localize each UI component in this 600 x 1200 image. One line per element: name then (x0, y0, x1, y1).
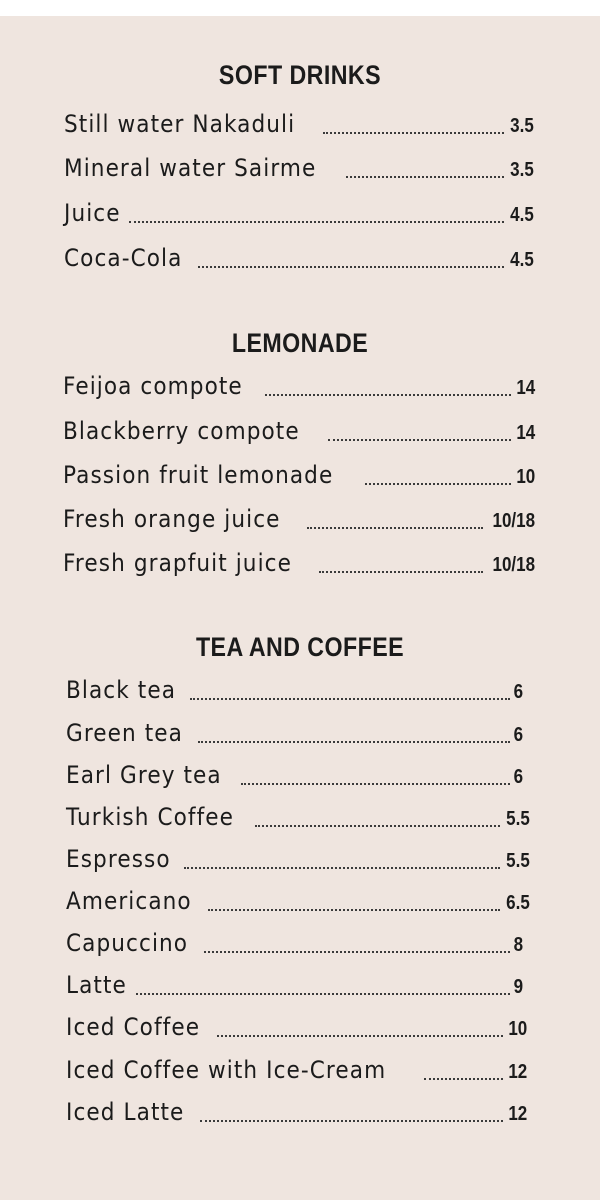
item-price: 3.5 (510, 115, 534, 137)
item-price: 4.5 (510, 204, 534, 226)
leader-dots (328, 437, 511, 441)
menu-item (64, 110, 534, 138)
menu-item (66, 719, 523, 747)
menu-item (63, 461, 535, 489)
leader-dots (217, 1033, 503, 1037)
item-name: Black tea (66, 676, 177, 704)
item-name: Iced Coffee (66, 1013, 201, 1041)
item-name: Still water Nakaduli (64, 110, 296, 138)
leader-dots (129, 219, 504, 223)
item-name: Iced Latte (66, 1098, 185, 1126)
leader-dots (365, 481, 510, 485)
item-price: 6.5 (506, 892, 530, 914)
item-price: 3.5 (510, 159, 534, 181)
menu-item (63, 372, 535, 400)
leader-dots (184, 865, 500, 869)
leader-dots (265, 392, 511, 396)
item-price: 8 (513, 934, 523, 956)
menu-item (64, 154, 534, 182)
item-price: 4.5 (510, 249, 534, 271)
item-name: Juice (64, 199, 121, 227)
item-name: Blackberry compote (63, 417, 300, 445)
leader-dots (255, 823, 501, 827)
item-price: 14 (516, 377, 535, 399)
item-price: 5.5 (506, 808, 530, 830)
item-name: Americano (66, 887, 192, 915)
item-price: 10 (516, 466, 535, 488)
item-price: 10/18 (492, 554, 535, 576)
leader-dots (204, 949, 510, 953)
menu-item (66, 1098, 527, 1126)
menu-item (66, 929, 523, 957)
leader-dots (307, 525, 483, 529)
menu-item (66, 845, 530, 873)
item-price: 12 (508, 1103, 527, 1125)
leader-dots (190, 696, 510, 700)
leader-dots (208, 907, 500, 911)
leader-dots (346, 174, 504, 178)
item-name: Capuccino (66, 929, 189, 957)
section-title: SOFT DRINKS (218, 60, 382, 90)
item-name: Turkish Coffee (66, 803, 235, 831)
item-price: 6 (513, 681, 523, 703)
menu-item (66, 1013, 527, 1041)
item-name: Espresso (66, 845, 171, 873)
leader-dots (198, 264, 505, 268)
menu-item (66, 676, 523, 704)
menu-item (64, 244, 534, 272)
item-name: Earl Grey tea (66, 761, 222, 789)
leader-dots (198, 739, 510, 743)
item-price: 14 (516, 422, 535, 444)
menu-item (66, 1056, 527, 1084)
leader-dots (319, 569, 483, 573)
item-name: Green tea (66, 719, 183, 747)
menu-item (66, 761, 523, 789)
menu-item (63, 505, 535, 533)
item-name: Fresh orange juice (63, 505, 281, 533)
item-name: Passion fruit lemonade (63, 461, 334, 489)
item-price: 6 (513, 766, 523, 788)
item-price: 10/18 (492, 510, 535, 532)
menu-item (63, 417, 535, 445)
item-price: 9 (513, 976, 523, 998)
item-name: Feijoa compote (63, 372, 243, 400)
item-name: Iced Coffee with Ice-Cream (66, 1056, 387, 1084)
menu-page (0, 16, 600, 1200)
menu-item (66, 887, 530, 915)
menu-item (64, 199, 534, 227)
item-price: 10 (508, 1018, 527, 1040)
menu-item (66, 971, 523, 999)
menu-item (63, 549, 535, 577)
item-name: Latte (66, 971, 127, 999)
section-title: TEA AND COFFEE (195, 632, 405, 662)
item-name: Coca-Cola (64, 244, 183, 272)
leader-dots (424, 1076, 503, 1080)
item-price: 12 (508, 1061, 527, 1083)
item-price: 6 (513, 724, 523, 746)
leader-dots (200, 1118, 503, 1122)
item-price: 5.5 (506, 850, 530, 872)
menu-item (66, 803, 530, 831)
item-name: Fresh grapfuit juice (63, 549, 292, 577)
leader-dots (323, 130, 504, 134)
leader-dots (241, 781, 510, 785)
section-title: LEMONADE (231, 328, 369, 358)
item-name: Mineral water Sairme (64, 154, 317, 182)
leader-dots (136, 991, 510, 995)
